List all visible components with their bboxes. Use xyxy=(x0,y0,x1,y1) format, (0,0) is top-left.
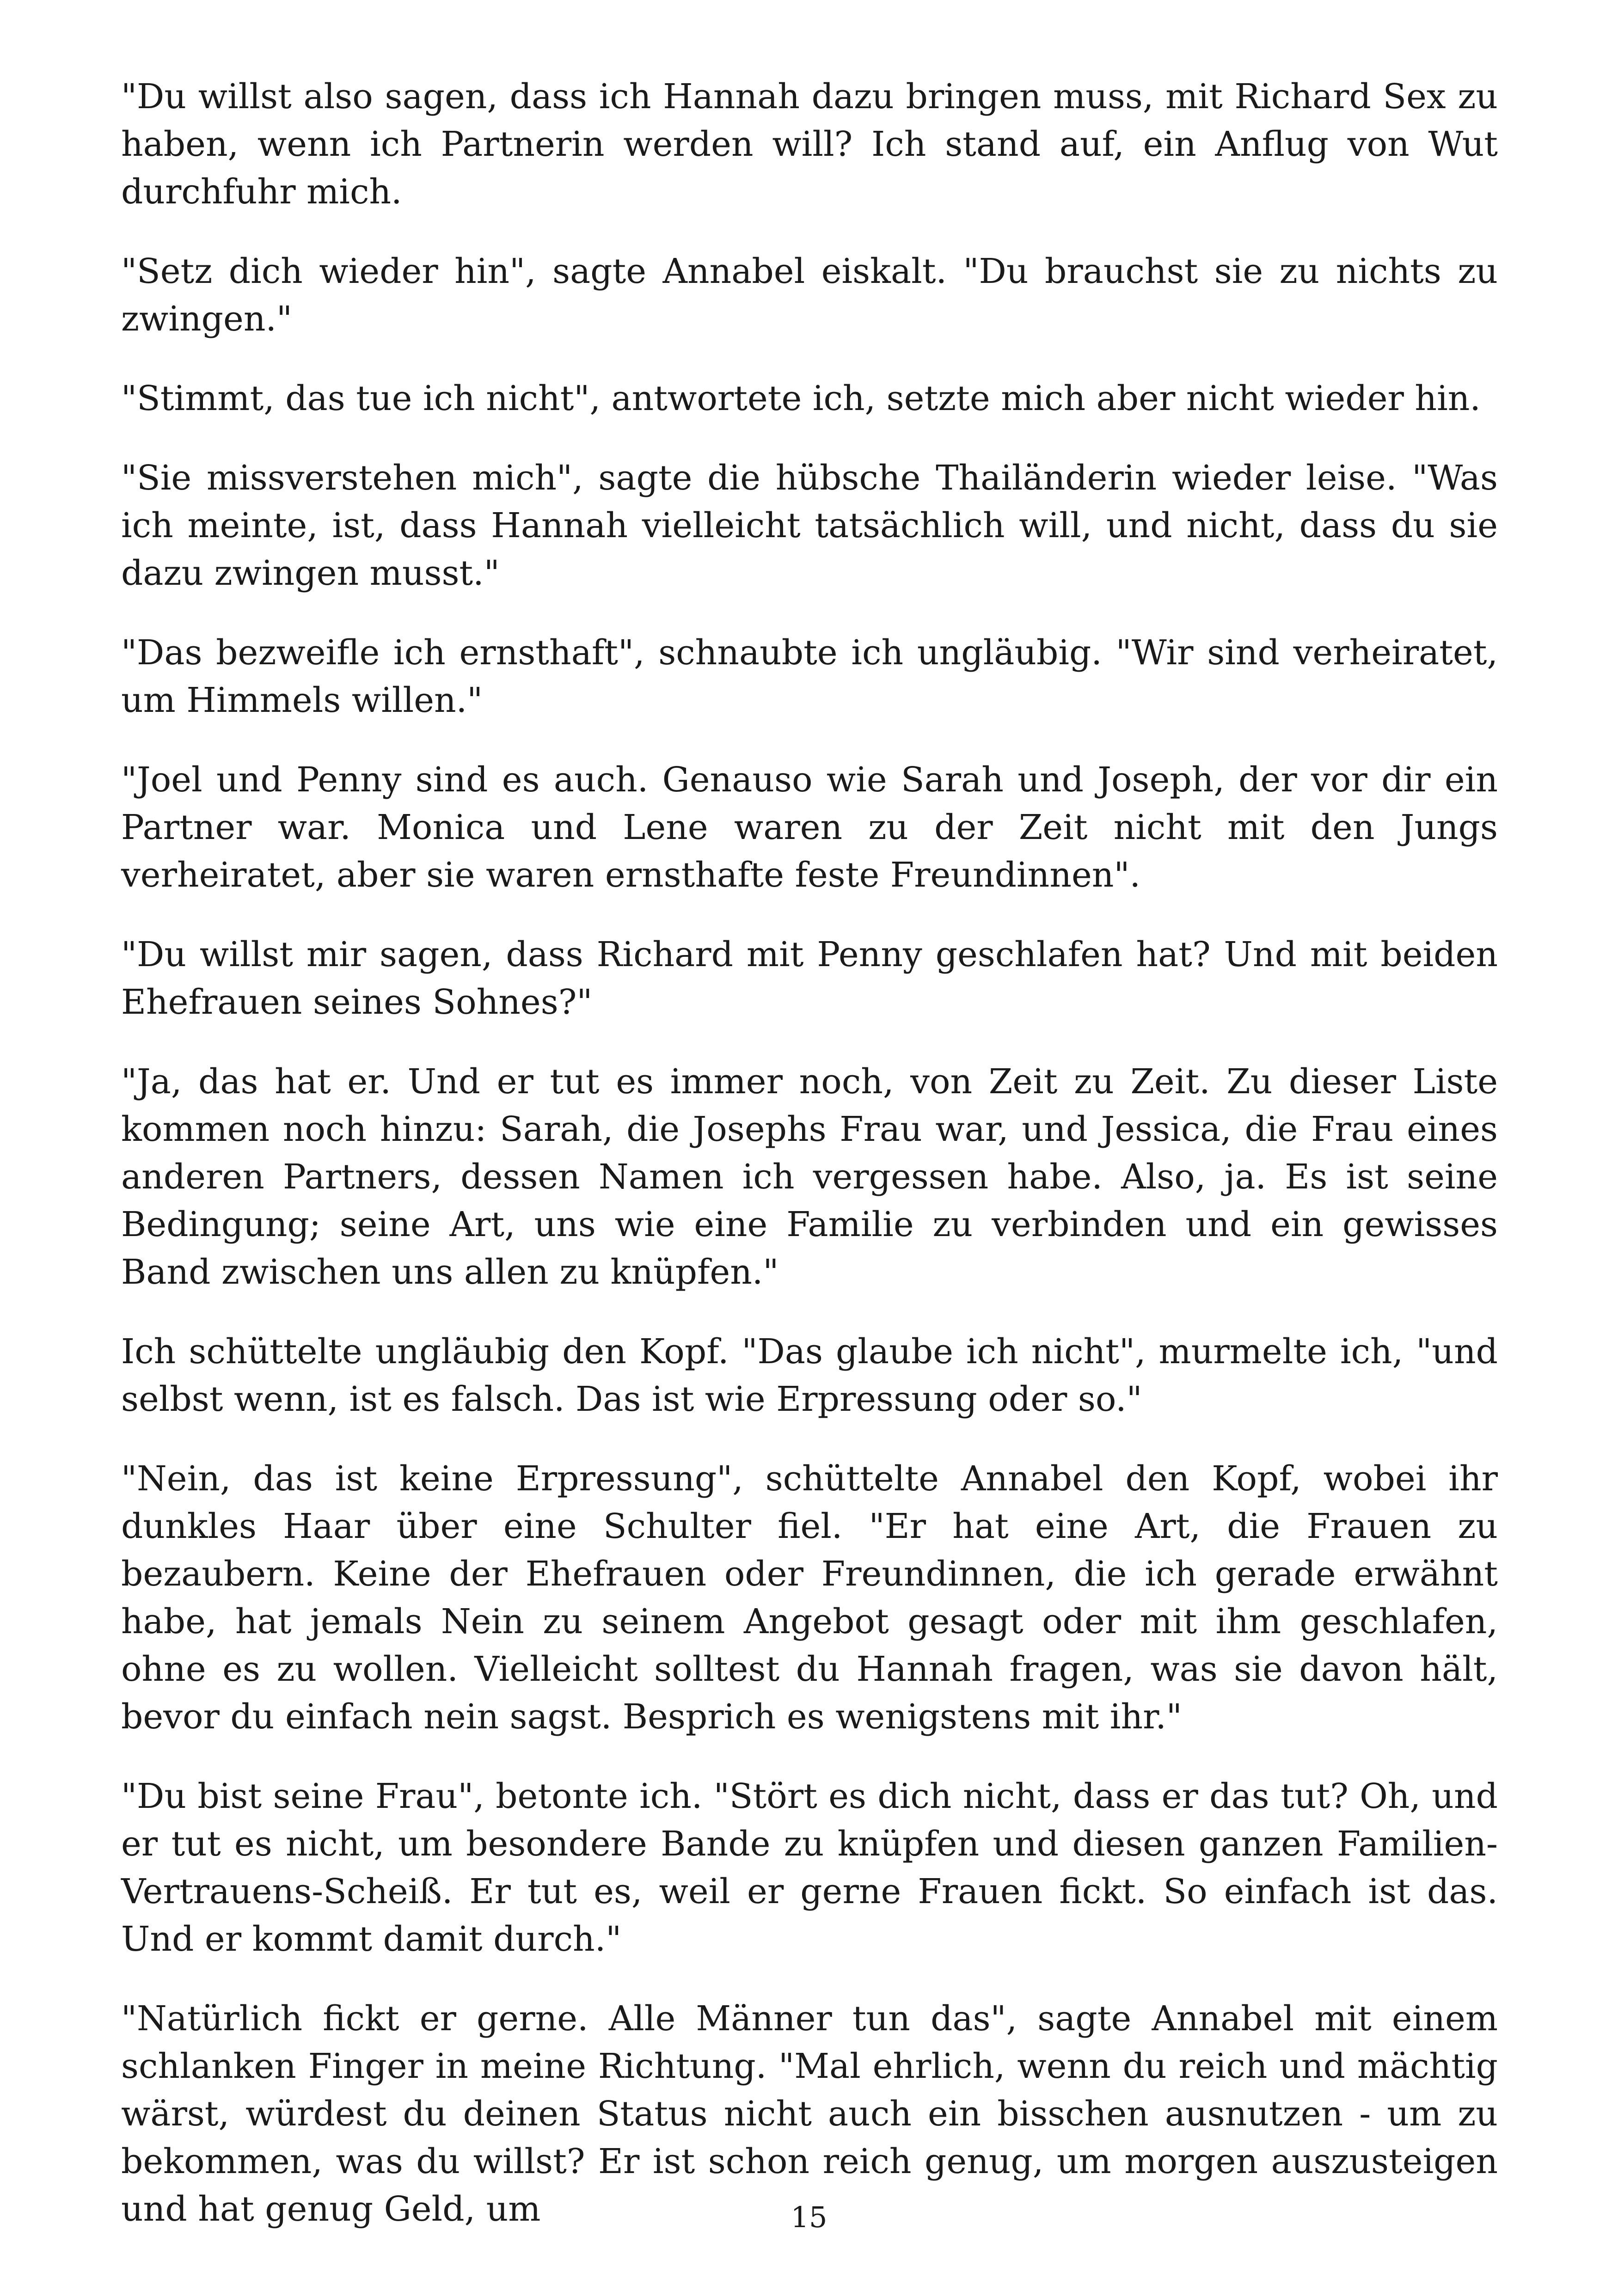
page-number: 15 xyxy=(791,2200,827,2234)
paragraph-6: "Joel und Penny sind es auch. Genauso wie Sarah und Joseph, der vor dir ein Partner war. Monica und Lene waren zu der Zeit nicht mit den Jungs verheiratet, aber sie waren ernsthafte feste Freundinnen". xyxy=(121,760,1498,895)
paragraph-7: "Du willst mir sagen, dass Richard mit Penny geschlafen hat? Und mit beiden Ehefrauen seines Sohnes?" xyxy=(121,935,1498,1022)
paragraph-5: "Das bezweifle ich ernsthaft", schnaubte ich ungläubig. "Wir sind verheiratet, um Himmels willen." xyxy=(121,633,1498,720)
paragraph-8: "Ja, das hat er. Und er tut es immer noch, von Zeit zu Zeit. Zu dieser Liste kommen noch hinzu: Sarah, die Josephs Frau war, und Jessica, die Frau eines anderen Partners, dessen Namen ich vergessen habe. Also, ja. Es ist seine Bedingung; seine Art, uns wie eine Familie zu verbinden und ein gewisses Band zwischen uns allen zu knüpfen." xyxy=(121,1062,1498,1292)
paragraph-3: "Stimmt, das tue ich nicht", antwortete ich, setzte mich aber nicht wieder hin. xyxy=(121,379,1481,418)
paragraph-4: "Sie missverstehen mich", sagte die hübsche Thailänderin wieder leise. "Was ich meinte, ist, dass Hannah vielleicht tatsächlich will, und nicht, dass du sie dazu zwingen musst." xyxy=(121,458,1498,593)
paragraph-11: "Du bist seine Frau", betonte ich. "Stört es dich nicht, dass er das tut? Oh, und er tut es nicht, um besondere Bande zu knüpfen und diesen ganzen Familien-Vertrauens-Scheiß. Er tut es, weil er gerne Frauen fickt. So einfach ist das. Und er kommt damit durch." xyxy=(121,1776,1498,1959)
paragraph-9: Ich schüttelte ungläubig den Kopf. "Das glaube ich nicht", murmelte ich, "und selbst wenn, ist es falsch. Das ist wie Erpressung oder so." xyxy=(121,1332,1498,1419)
paragraph-2: "Setz dich wieder hin", sagte Annabel eiskalt. "Du brauchst sie zu nichts zu zwingen." xyxy=(121,251,1498,339)
paragraph-1: "Du willst also sagen, dass ich Hannah dazu bringen muss, mit Richard Sex zu haben, wenn ich Partnerin werden will? Ich stand auf, ein Anflug von Wut durchfuhr mich. xyxy=(121,77,1498,212)
body-text xyxy=(121,73,1498,2265)
paragraph-10: "Nein, das ist keine Erpressung", schüttelte Annabel den Kopf, wobei ihr dunkles Haar über eine Schulter fiel. "Er hat eine Art, die Frauen zu bezaubern. Keine der Ehefrauen oder Freundinnen, die ich gerade erwähnt habe, hat jemals Nein zu seinem Angebot gesagt oder mit ihm geschlafen, ohne es zu wollen. Vielleicht solltest du Hannah fragen, was sie davon hält, bevor du einfach nein sagst. Besprich es wenigstens mit ihr." xyxy=(121,1459,1498,1737)
paragraph-12: "Natürlich fickt er gerne. Alle Männer tun das", sagte Annabel mit einem schlanken Finger in meine Richtung. "Mal ehrlich, wenn du reich und mächtig wärst, würdest du deinen Status nicht auch ein bisschen ausnutzen - um zu bekommen, was du willst? Er ist schon reich genug, um morgen auszusteigen und hat genug Geld, um xyxy=(121,1999,1498,2229)
